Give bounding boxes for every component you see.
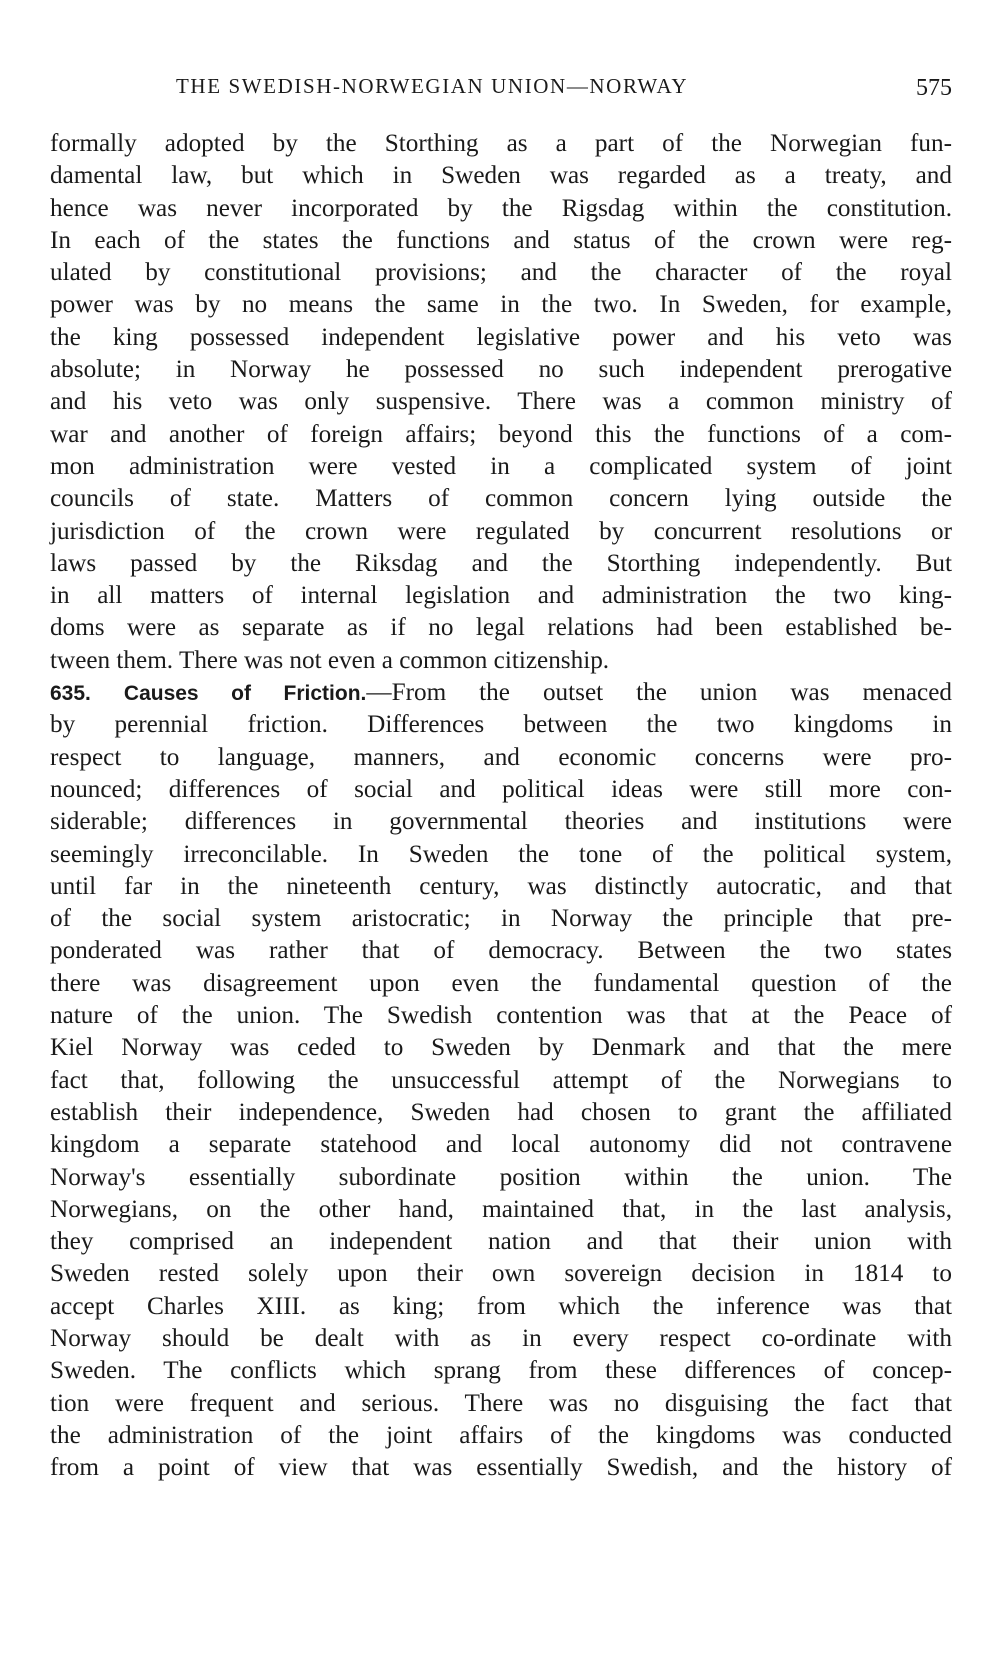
text-line: power was by no means the same in the two. In Sweden, for example, [50, 291, 952, 319]
text-line: hence was never incorporated by the Rigsdag within the constitution. [50, 194, 952, 222]
text-line: from a point of view that was essentially Swedish, and the history of [50, 1454, 952, 1482]
text-line: damental law, but which in Sweden was regarded as a treaty, and [50, 162, 952, 190]
text-line: Norway's essentially subordinate position within the union. The [50, 1163, 952, 1191]
body-text [50, 128, 952, 1484]
text-line: absolute; in Norway he possessed no such independent prerogative [50, 356, 952, 384]
text-line: nature of the union. The Swedish contention was that at the Peace of [50, 1002, 952, 1030]
text-line: Kiel Norway was ceded to Sweden by Denmark and that the mere [50, 1034, 952, 1062]
text-line: establish their independence, Sweden had chosen to grant the affiliated [50, 1098, 952, 1126]
text-line: Norwegians, on the other hand, maintained that, in the last analysis, [50, 1195, 952, 1223]
text-line: and his veto was only suspensive. There was a common ministry of [50, 388, 952, 416]
paragraph-continued [50, 128, 952, 677]
text-line: respect to language, manners, and economic concerns were pro- [50, 743, 952, 771]
text-line: nounced; differences of social and political ideas were still more con- [50, 775, 952, 803]
text-run: —From the outset the union was menaced [366, 679, 953, 707]
text-line: formally adopted by the Storthing as a part of the Norwegian fun- [50, 130, 952, 157]
page-number: 575 [916, 75, 952, 101]
text-line: war and another of foreign affairs; beyond this the functions of a com- [50, 420, 952, 448]
text-line: tion were frequent and serious. There was no disguising the fact that [50, 1389, 952, 1417]
text-line: Sweden. The conflicts which sprang from these differences of concep- [50, 1357, 952, 1385]
text-line: siderable; differences in governmental theories and institutions were [50, 808, 952, 836]
running-header [52, 72, 952, 112]
section-number: 635. [50, 682, 91, 706]
section-635 [50, 677, 952, 1484]
running-title: THE SWEDISH-NORWEGIAN UNION—NORWAY [176, 74, 689, 98]
text-line: there was disagreement upon even the fundamental question of the [50, 969, 952, 997]
text-line: fact that, following the unsuccessful attempt of the Norwegians to [50, 1066, 952, 1094]
text-line: mon administration were vested in a complicated system of joint [50, 452, 952, 480]
text-line: in all matters of internal legislation and administration the two king- [50, 582, 952, 610]
section-heading-line [50, 677, 952, 709]
text-line: accept Charles XIII. as king; from which the inference was that [50, 1292, 952, 1320]
text-line: ponderated was rather that of democracy. Between the two states [50, 937, 952, 965]
text-line: tween them. There was not even a common citizenship. [50, 646, 610, 674]
text-line: laws passed by the Riksdag and the Storthing independently. But [50, 549, 952, 577]
text-line: seemingly irreconcilable. In Sweden the tone of the political system, [50, 840, 952, 868]
text-line: of the social system aristocratic; in Norway the principle that pre- [50, 905, 952, 933]
text-line: kingdom a separate statehood and local autonomy did not contravene [50, 1131, 952, 1159]
text-line: ulated by constitutional provisions; and the character of the royal [50, 259, 952, 287]
text-line: the administration of the joint affairs of the kingdoms was conducted [50, 1421, 952, 1449]
text-line: councils of state. Matters of common concern lying outside the [50, 485, 952, 513]
text-line: Sweden rested solely upon their own sovereign decision in 1814 to [50, 1260, 952, 1288]
text-line: by perennial friction. Differences between the two kingdoms in [50, 711, 952, 739]
text-line: jurisdiction of the crown were regulated by concurrent resolutions or [50, 517, 952, 545]
text-line: the king possessed independent legislative power and his veto was [50, 323, 952, 351]
text-line: In each of the states the functions and status of the crown were reg- [50, 226, 952, 254]
section-title: Causes of Friction. [123, 682, 367, 706]
text-line: Norway should be dealt with as in every respect co-ordinate with [50, 1324, 952, 1352]
text-line: they comprised an independent nation and that their union with [50, 1228, 952, 1256]
text-line: until far in the nineteenth century, was distinctly autocratic, and that [50, 872, 952, 900]
text-line: doms were as separate as if no legal relations had been established be- [50, 614, 952, 642]
